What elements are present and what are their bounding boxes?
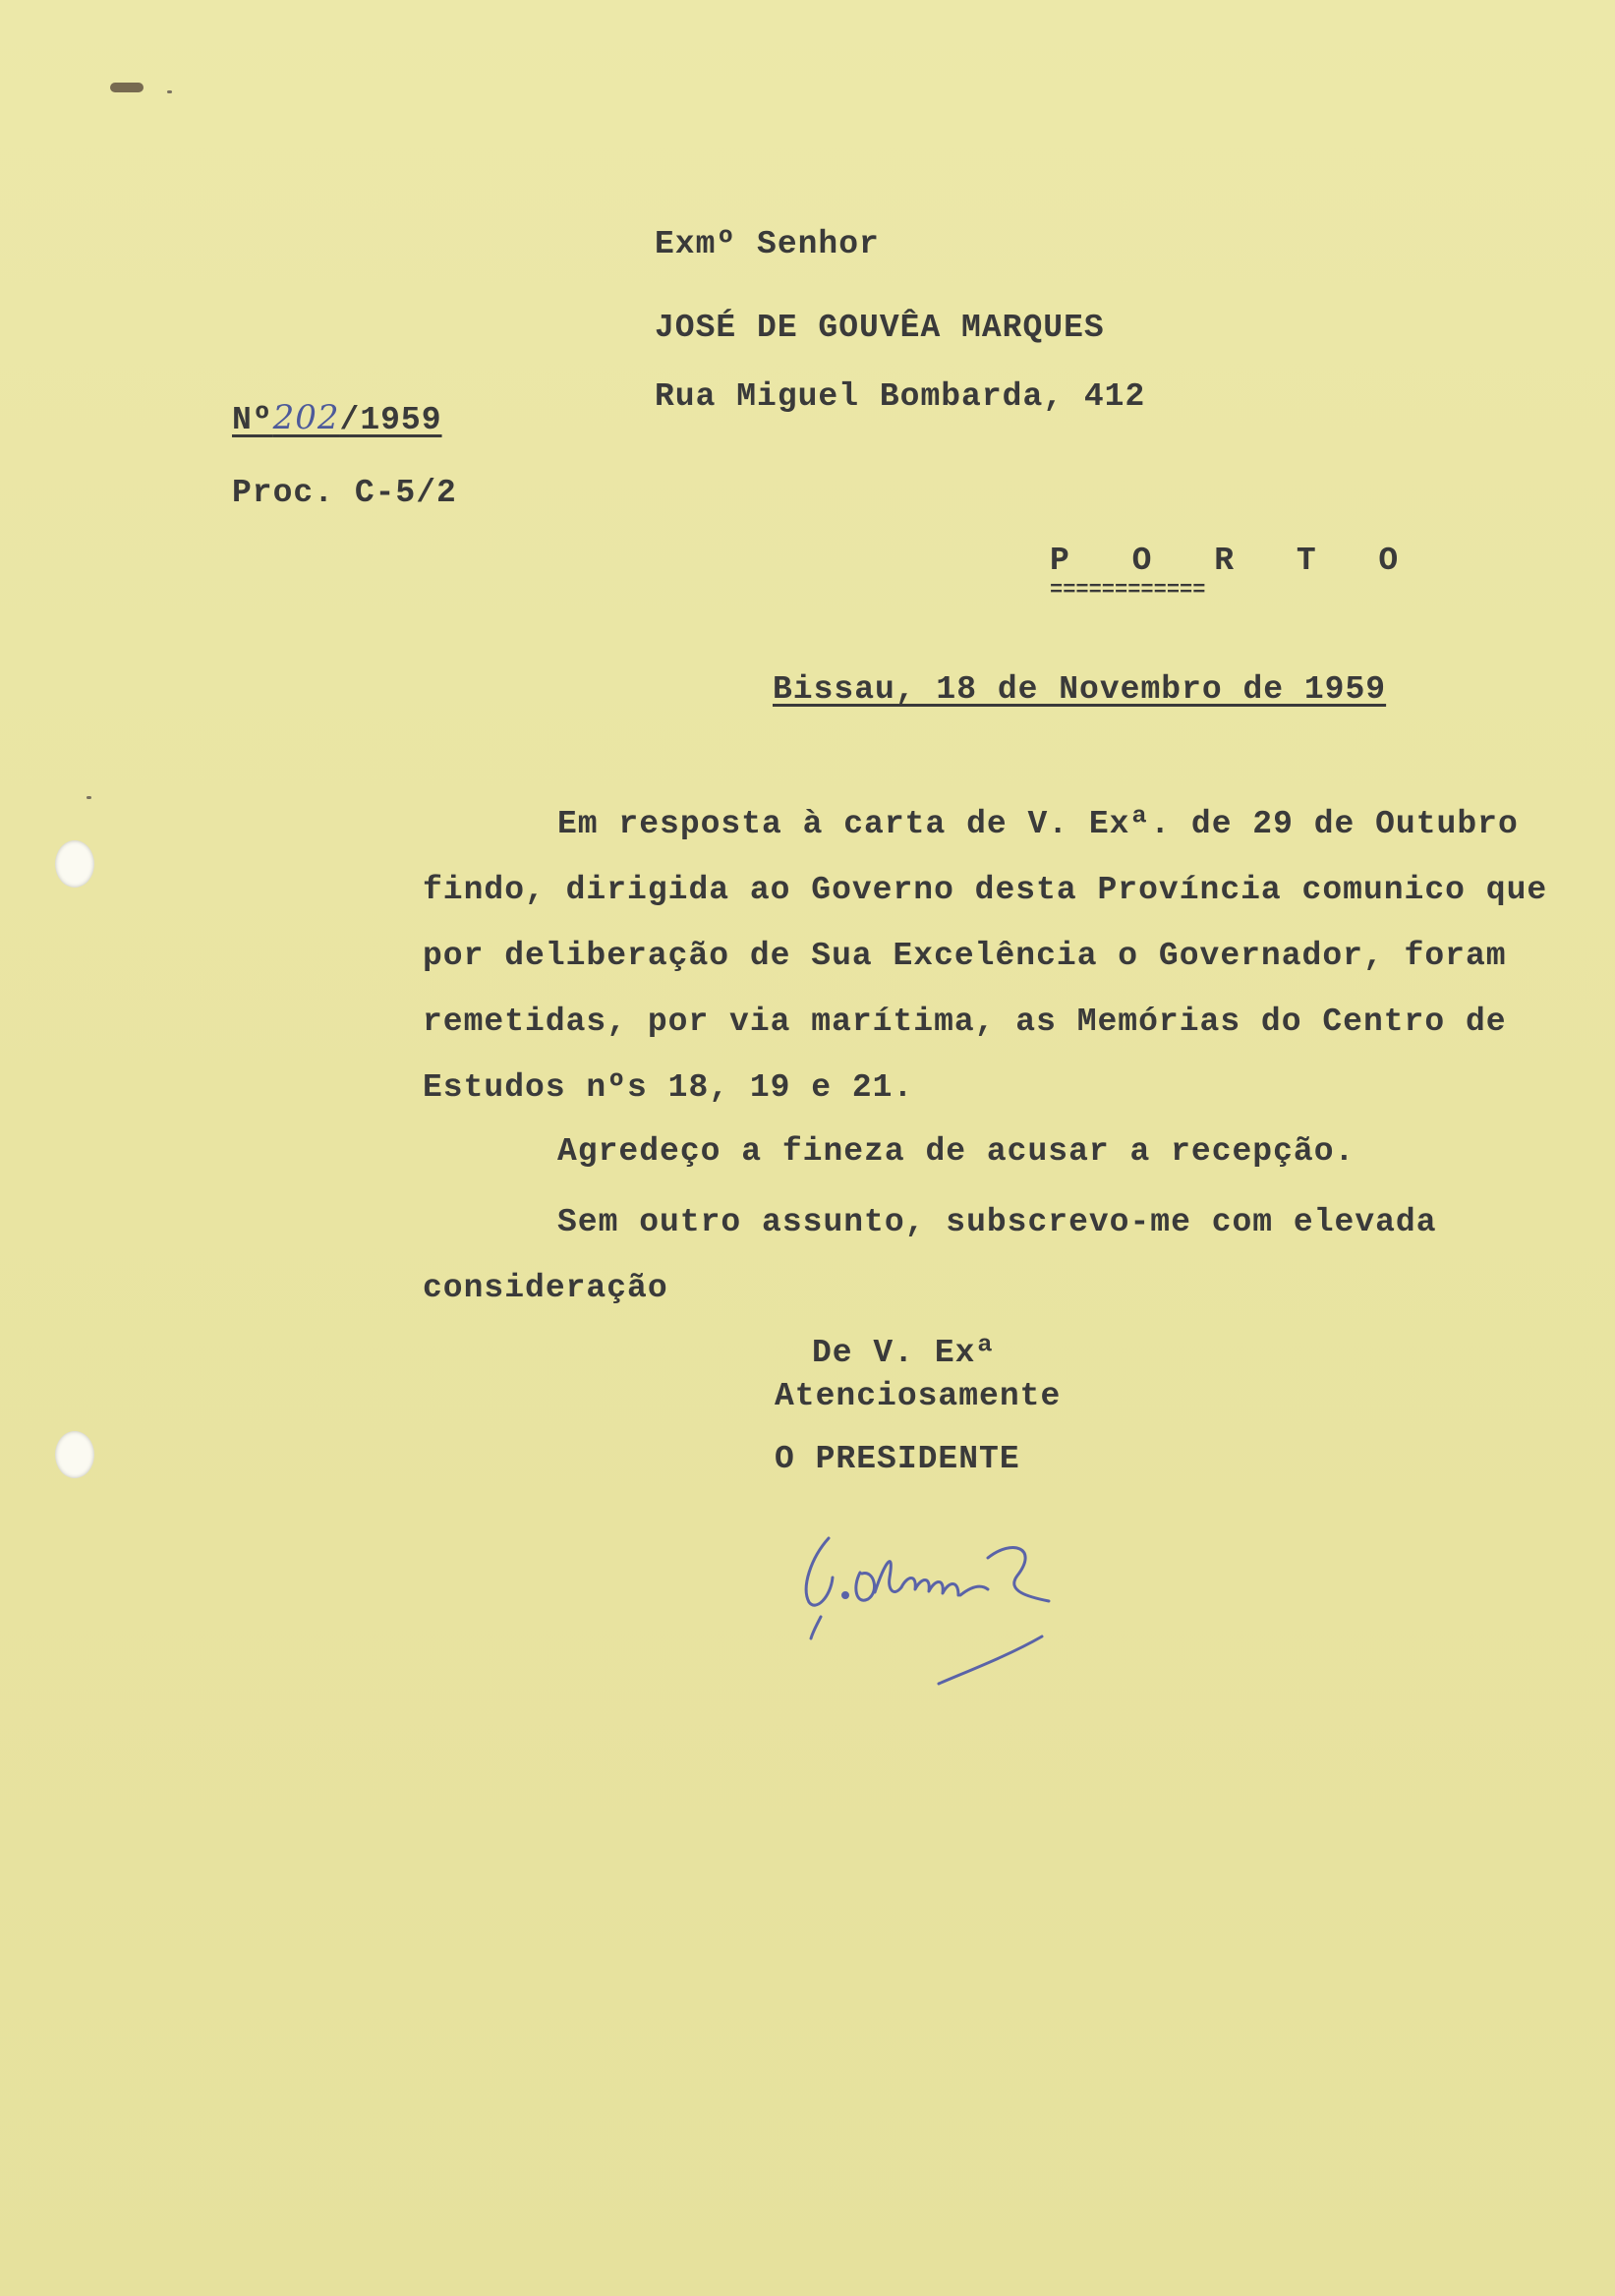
ink-stain [110, 83, 144, 92]
body-paragraph-2: Agredeço a fineza de acusar a recepção. [557, 1133, 1355, 1170]
process-reference: Proc. C-5/2 [232, 475, 457, 511]
ink-speck [167, 90, 172, 93]
punch-hole-bottom [55, 1431, 94, 1478]
recipient-address: Rua Miguel Bombarda, 412 [655, 378, 1146, 415]
recipient-name: JOSÉ DE GOUVÊA MARQUES [655, 310, 1105, 346]
salutation: Exmº Senhor [655, 226, 880, 262]
closing-title: O PRESIDENTE [775, 1441, 1020, 1477]
punch-hole-top [55, 840, 94, 888]
city-underline: ============ [1050, 578, 1206, 603]
dateline: Bissau, 18 de Novembro de 1959 [773, 671, 1387, 708]
recipient-city: P O R T O [1050, 543, 1420, 579]
reference-handwritten-number: 202 [272, 398, 340, 437]
closing-courtesy: De V. Exª [812, 1335, 997, 1371]
reference-year: /1959 [339, 402, 442, 438]
handwritten-signature [791, 1519, 1165, 1705]
body-paragraph-1: Em resposta à carta de V. Exª. de 29 de Outubro findo, dirigida ao Governo desta Província comunico que por deliberação de Sua Excelência o Governador, foram remetidas, por via marítima, as Memórias do Centro de Estudos nºs 18, 19 e 21. [423, 806, 1548, 1106]
closing-regards: Atenciosamente [775, 1378, 1062, 1414]
paper-speck [87, 796, 91, 799]
reference-number [232, 398, 442, 438]
body-paragraph-3: Sem outro assunto, subscrevo-me com elevada consideração [423, 1204, 1437, 1306]
reference-prefix: Nº [232, 402, 273, 438]
